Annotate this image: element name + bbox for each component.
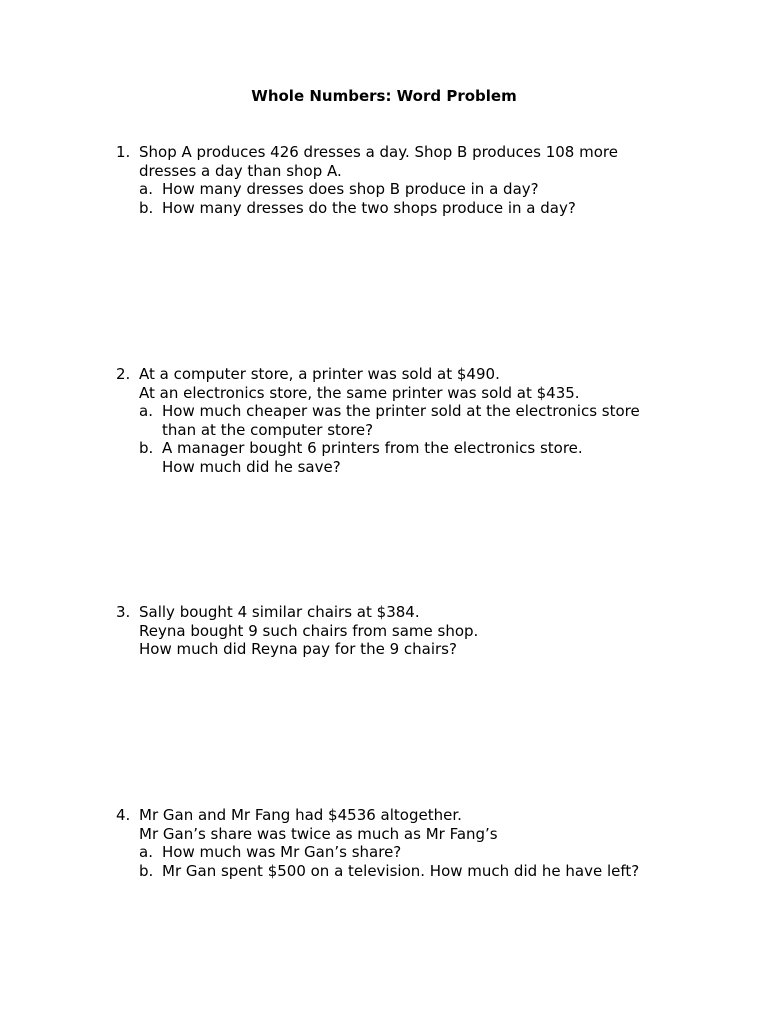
- sub-question-text: Mr Gan spent $500 on a television. How much did he have left?: [162, 861, 640, 880]
- question-1: [116, 143, 716, 217]
- question-text: Mr Gan’s share was twice as much as Mr Fang’s: [139, 824, 498, 843]
- question-text: At a computer store, a printer was sold at $490.: [139, 365, 500, 383]
- sub-question-letter: a.: [139, 180, 153, 198]
- question-line: [116, 365, 716, 384]
- question-line: [116, 162, 716, 181]
- question-line: [116, 603, 716, 622]
- sub-question-letter: b.: [139, 198, 154, 217]
- sub-question-b: [116, 199, 716, 218]
- question-text: How much did Reyna pay for the 9 chairs?: [139, 640, 457, 658]
- sub-question-a: [116, 180, 716, 199]
- question-line: [116, 640, 716, 659]
- sub-question-a: [116, 843, 716, 862]
- question-text: dresses a day than shop A.: [139, 161, 342, 180]
- sub-question-text: How many dresses does shop B produce in a day?: [162, 180, 539, 198]
- question-text: At an electronics store, the same printer was sold at $435.: [139, 383, 580, 402]
- page-title: Whole Numbers: Word Problem: [251, 87, 517, 105]
- question-4: [116, 806, 716, 880]
- question-line: [116, 143, 716, 162]
- sub-question-letter: b.: [139, 439, 154, 457]
- sub-question-letter: b.: [139, 861, 154, 880]
- sub-question-a-continued: [116, 421, 716, 440]
- sub-question-b: [116, 862, 716, 881]
- question-number: 1.: [116, 143, 131, 161]
- question-text: Reyna bought 9 such chairs from same shop.: [139, 621, 479, 640]
- question-number: 4.: [116, 806, 131, 824]
- question-2: [116, 365, 716, 476]
- question-number: 3.: [116, 603, 131, 621]
- question-text: Mr Gan and Mr Fang had $4536 altogether.: [139, 806, 462, 824]
- sub-question-text: than at the computer store?: [162, 420, 374, 439]
- question-line: [116, 825, 716, 844]
- question-text: Shop A produces 426 dresses a day. Shop B produces 108 more: [139, 143, 618, 161]
- sub-question-text: A manager bought 6 printers from the electronics store.: [162, 439, 583, 457]
- sub-question-text: How many dresses do the two shops produce in a day?: [162, 198, 576, 217]
- question-line: [116, 806, 716, 825]
- sub-question-a: [116, 402, 716, 421]
- sub-question-text: How much cheaper was the printer sold at the electronics store: [162, 402, 640, 420]
- sub-question-text: How much did he save?: [162, 457, 341, 476]
- question-number: 2.: [116, 365, 131, 383]
- question-3: [116, 603, 716, 659]
- sub-question-letter: a.: [139, 843, 153, 861]
- question-line: [116, 384, 716, 403]
- sub-question-b-continued: [116, 458, 716, 477]
- question-text: Sally bought 4 similar chairs at $384.: [139, 603, 420, 621]
- question-line: [116, 622, 716, 641]
- sub-question-text: How much was Mr Gan’s share?: [162, 843, 402, 861]
- sub-question-b: [116, 439, 716, 458]
- sub-question-letter: a.: [139, 402, 153, 420]
